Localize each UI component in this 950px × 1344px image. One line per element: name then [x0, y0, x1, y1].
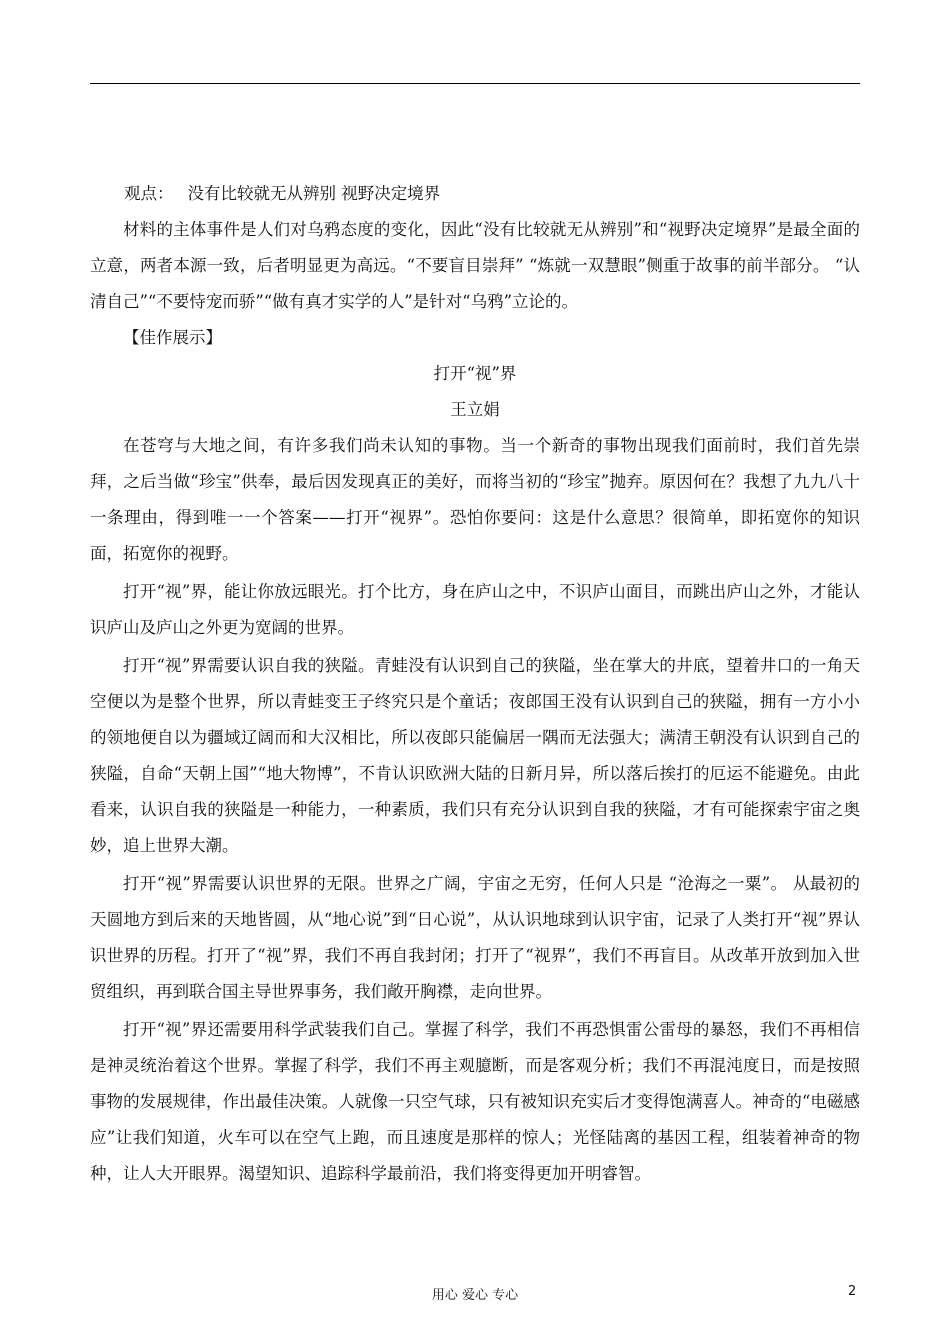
- page-number: 2: [848, 1284, 857, 1299]
- essay-title: 打开“视”界: [433, 364, 517, 383]
- viewpoint-line: [90, 176, 860, 212]
- document-body: [90, 176, 860, 1192]
- viewpoint-label: 观点：: [124, 184, 174, 203]
- essay-paragraph: 打开“视”界还需要用科学武装我们自己。掌握了科学，我们不再恐惧雷公雷母的暴怒，我们不再相信是神灵统治着这个世界。掌握了科学，我们不再主观臆断，而是客观分析；我们不再混沌度日，而是按照事物的发展规律，作出最佳决策。人就像一只空气球，只有被知识充实后才变得饱满喜人。神奇的“电磁感应”让我们知道，火车可以在空气上跑，而且速度是那样的惊人；光怪陆离的基因工程，组装着神奇的物种，让人大开眼界。渴望知识、追踪科学最前沿，我们将变得更加开明睿智。: [90, 1020, 860, 1183]
- section-header: 【佳作展示】: [123, 328, 222, 347]
- essay-paragraph: 打开“视”界需要认识世界的无限。世界之广阔，宇宙之无穷，任何人只是 “沧海之一粟”。 从最初的天圆地方到后来的天地皆圆，从“地心说”到“日心说”，从认识地球到认识宇宙，记录了人类打开“视”界认识世界的历程。打开了“视”界，我们不再自我封闭；打开了“视界”，我们不再盲目。从改革开放到加入世贸组织，再到联合国主导世界事务，我们敞开胸襟，走向世界。: [90, 874, 860, 1001]
- essay-paragraph: 打开“视”界需要认识自我的狭隘。青蛙没有认识到自己的狭隘，坐在掌大的井底，望着井口的一角天空便以为是整个世界，所以青蛙变王子终究只是个童话；夜郎国王没有认识到自己的狭隘，拥有一方小小的领地便自以为疆域辽阔而和大汉相比，所以夜郎只能偏居一隅而无法强大；满清王朝没有认识到自己的狭隘，自命“天朝上国”“地大物博”，不肯认识欧洲大陆的日新月异，所以落后挨打的厄运不能避免。由此看来，认识自我的狭隘是一种能力，一种素质，我们只有充分认识到自我的狭隘，才有可能探索宇宙之奥妙，追上世界大潮。: [90, 656, 860, 855]
- viewpoint-text: 没有比较就无从辨别 视野决定境界: [187, 184, 441, 203]
- essay-paragraph: 打开“视”界，能让你放远眼光。打个比方，身在庐山之中，不识庐山面目，而跳出庐山之外，才能认识庐山及庐山之外更为宽阔的世界。: [90, 582, 860, 637]
- essay-paragraph: 在苍穹与大地之间，有许多我们尚未认知的事物。当一个新奇的事物出现我们面前时，我们首先崇拜，之后当做“珍宝”供奉，最后因发现真正的美好，而将当初的“珍宝”抛弃。原因何在？我想了九九八十一条理由，得到唯一一个答案——打开“视界”。恐怕你要问：这是什么意思？很简单，即拓宽你的知识面，拓宽你的视野。: [90, 436, 860, 563]
- page-footer: 用心 爱心 专心: [431, 1288, 519, 1303]
- header-rule: [90, 83, 860, 84]
- essay-author: 王立娟: [450, 400, 500, 419]
- analysis-paragraph: 材料的主体事件是人们对乌鸦态度的变化，因此“没有比较就无从辨别”和“视野决定境界”是最全面的立意，两者本源一致，后者明显更为高远。“不要盲目崇拜” “炼就一双慧眼”侧重于故事的前半部分。 “认清自己”“不要恃宠而骄”“做有真才实学的人”是针对“乌鸦”立论的。: [90, 220, 860, 311]
